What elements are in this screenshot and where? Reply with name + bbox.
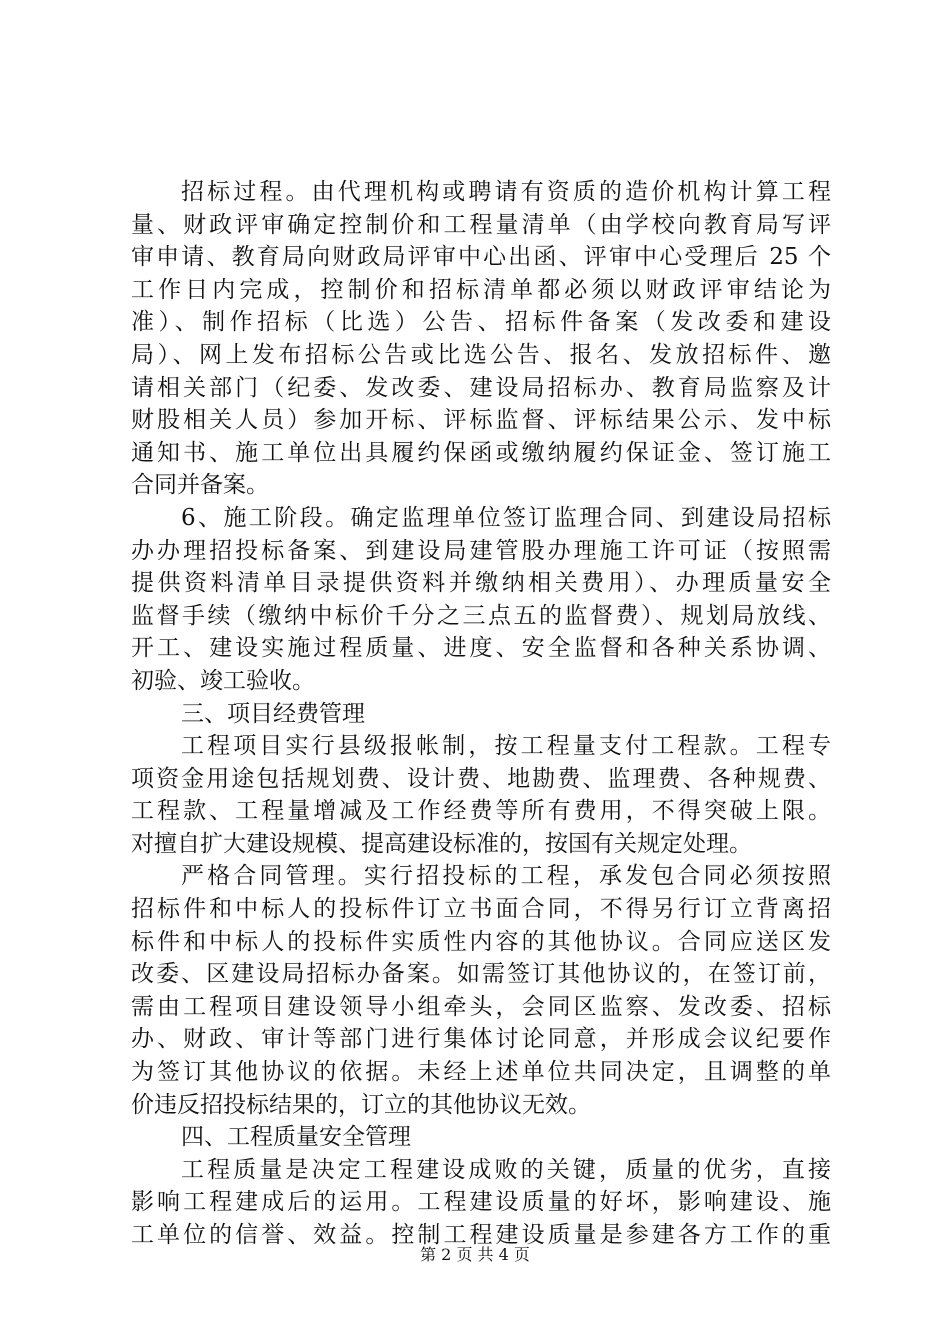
text-line: 对擅自扩大建设规模、提高建设标准的，按国有关规定处理。 — [131, 830, 752, 857]
text-line: 招标过程。由代理机构或聘请有资质的造价机构计算工程 — [181, 179, 831, 205]
text-line: 提供资料清单目录提供资料并缴纳相关费用）、办理质量安全 — [131, 570, 831, 597]
text-line: 工程款、工程量增减及工作经费等所有费用，不得突破上限。 — [131, 798, 831, 825]
text-line: 招标件和中标人的投标件订立书面合同，不得另行订立背离招 — [131, 896, 831, 923]
text-line: 工程项目实行县级报帐制，按工程量支付工程款。工程专 — [181, 733, 831, 760]
text-line: 标件和中标人的投标件实质性内容的其他协议。合同应送区发 — [131, 928, 831, 955]
text-line: 工作日内完成，控制价和招标清单都必须以财政评审结论为 — [131, 276, 831, 303]
section-heading: 四、工程质量安全管理 — [181, 1124, 411, 1151]
text-line: 工程质量是决定工程建设成败的关键，质量的优劣，直接 — [181, 1156, 831, 1183]
text-line: 项资金用途包括规划费、设计费、地勘费、监理费、各种规费、 — [131, 765, 831, 792]
document-body — [131, 176, 831, 1252]
text-line: 监督手续（缴纳中标价千分之三点五的监督费）、规划局放线、 — [131, 602, 831, 629]
text-line: 6、施工阶段。确定监理单位签订监理合同、到建设局招标 — [181, 504, 831, 531]
text-line: 开工、建设实施过程质量、进度、安全监督和各种关系协调、 — [131, 635, 831, 662]
text-line: 财股相关人员）参加开标、评标监督、评标结果公示、发中标 — [131, 407, 831, 434]
section-heading: 三、项目经费管理 — [181, 700, 365, 727]
text-line: 量、财政评审确定控制价和工程量清单（由学校向教育局写评 — [131, 211, 831, 238]
text-line: 影响工程建成后的运用。工程建设质量的好坏，影响建设、施 — [131, 1189, 831, 1216]
text-line: 合同并备案。 — [131, 472, 269, 499]
text-line: 局）、网上发布招标公告或比选公告、报名、发放招标件、邀 — [131, 341, 831, 368]
text-line: 改委、区建设局招标办备案。如需签订其他协议的，在签订前， — [131, 961, 831, 988]
text-line: 准）、制作招标（比选）公告、招标件备案（发改委和建设 — [131, 309, 831, 336]
page-footer: 第 2 页 共 4 页 — [420, 1245, 530, 1264]
text-line: 审申请、教育局向财政局评审中心出函、评审中心受理后 25 个 — [131, 244, 831, 271]
text-line: 需由工程项目建设领导小组牵头，会同区监察、发改委、招标 — [131, 993, 831, 1020]
text-line: 办办理招投标备案、到建设局建管股办理施工许可证（按照需 — [131, 537, 831, 564]
text-line: 工单位的信誉、效益。控制工程建设质量是参建各方工作的重 — [131, 1222, 831, 1248]
text-line: 严格合同管理。实行招投标的工程，承发包合同必须按照 — [181, 863, 831, 890]
text-line: 初验、竣工验收。 — [131, 667, 315, 694]
text-line: 请相关部门（纪委、发改委、建设局招标办、教育局监察及计 — [131, 374, 831, 401]
text-line: 为签订其他协议的依据。未经上述单位共同决定，且调整的单 — [131, 1059, 831, 1086]
text-line: 办、财政、审计等部门进行集体讨论同意，并形成会议纪要作 — [131, 1026, 831, 1053]
text-line: 通知书、施工单位出具履约保函或缴纳履约保证金、签订施工 — [131, 439, 831, 466]
text-line: 价违反招投标结果的，订立的其他协议无效。 — [131, 1091, 591, 1118]
